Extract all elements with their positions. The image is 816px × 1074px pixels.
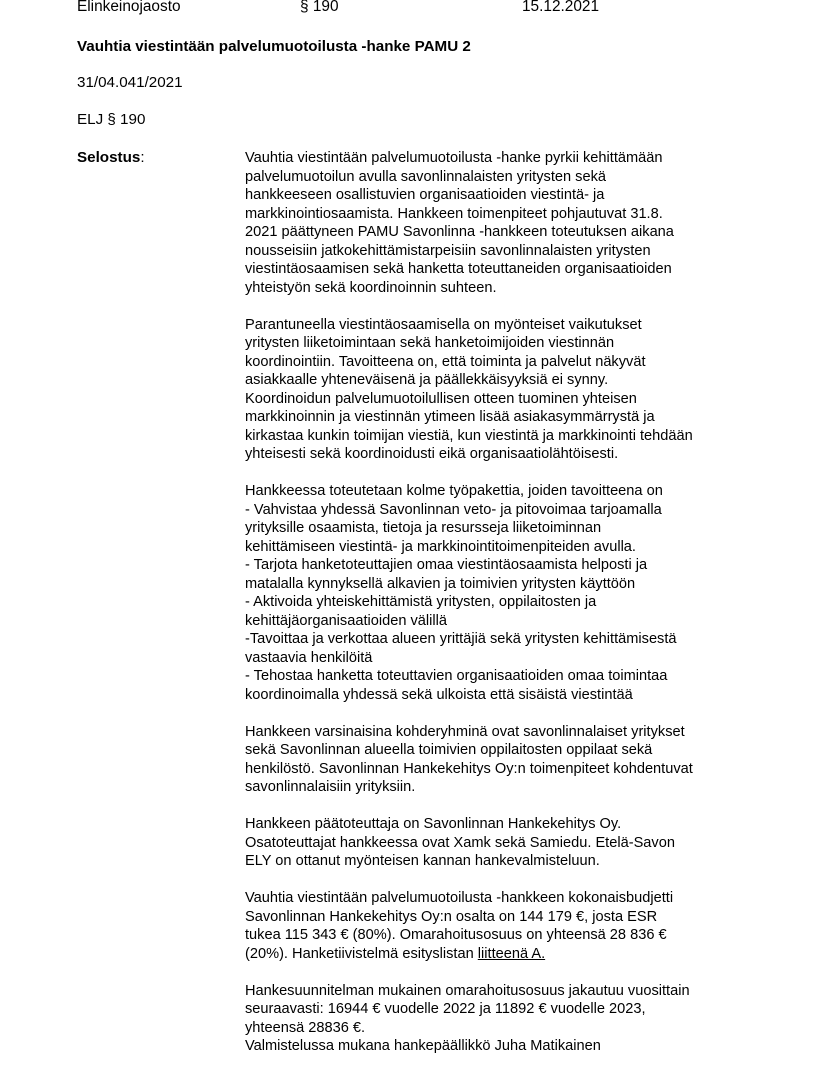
text-line: tukea 115 343 € (80%). Omarahoitusosuus on yhteensä 28 836 € — [245, 927, 667, 943]
selostus-label — [77, 148, 145, 168]
paragraph-project-goal — [245, 149, 805, 297]
attachment-a-link[interactable]: liitteenä A. — [477, 945, 546, 962]
text-line: Osatoteuttajat hankkeessa ovat Xamk sekä Samiedu. Etelä-Savon — [245, 834, 675, 851]
text-line: yritysten liiketoimintaan sekä hanketoimijoiden viestinnän — [245, 335, 615, 351]
text-line: Hankkeen päätoteuttaja on Savonlinnan Hankekehitys Oy. — [245, 816, 622, 832]
list-item: - Vahvistaa yhdessä Savonlinnan veto- ja pitovoimaa tarjoamalla — [245, 501, 662, 518]
text-line: Hankesuunnitelman mukainen omarahoitusosuus jakautuu vuosittain — [245, 982, 690, 999]
paragraph-impacts — [245, 316, 805, 464]
text-line: kehittämiseen viestintä- ja markkinointitoimenpiteiden avulla. — [245, 538, 636, 555]
text-line: matalalla kynnyksellä alkavien ja toimivien yritysten käyttöön — [245, 575, 636, 592]
text-line: palvelumuotoilun avulla savonlinnalaisten yritysten sekä — [245, 168, 606, 185]
header-department: Elinkeinojaosto — [77, 0, 181, 15]
header-date: 15.12.2021 — [522, 0, 600, 15]
paragraph-work-packages — [245, 482, 805, 704]
text-line: Vauhtia viestintään palvelumuotoilusta -hanke pyrkii kehittämään — [245, 150, 663, 166]
text-line: Valmistelussa mukana hankepäällikkö Juha Matikainen — [245, 1038, 601, 1054]
text-line — [245, 945, 805, 964]
text-line: 2021 päättyneen PAMU Savonlinna -hankkeen toteutuksen aikana — [245, 224, 674, 240]
text-line: ELY on ottanut myönteisen kannan hankevalmisteluun. — [245, 853, 600, 869]
text-line: henkilöstö. Savonlinnan Hankekehitys Oy:n toimenpiteet kohdentuvat — [245, 760, 693, 777]
text-line: savonlinnalaisiin yrityksiin. — [245, 779, 416, 795]
selostus-label-text: Selostus — [77, 149, 141, 166]
text-line: asiakkaalle yhteneväisenä ja päällekkäisyyksiä ei synny. — [245, 372, 609, 388]
text-line: kirkastaa kunkin toimijan viestiä, kun viestintä ja markkinointi tehdään — [245, 427, 693, 444]
text-line: Vauhtia viestintään palvelumuotoilusta -hankkeen kokonaisbudjetti — [245, 890, 674, 906]
selostus-label-colon: : — [140, 149, 145, 166]
text-line: sekä Savonlinnan alueella toimivien oppilaitosten oppilaat sekä — [245, 742, 653, 758]
selostus-body — [245, 149, 805, 1074]
document-title: Vauhtia viestintään palvelumuotoilusta -hanke PAMU 2 — [77, 38, 471, 55]
text-line: yhteistyön sekä koordinoinnin suhteen. — [245, 279, 497, 296]
paragraph-target-groups — [245, 723, 805, 797]
text-line: nousseisiin jatkokehittämistarpeisiin savonlinnalaisten yritysten — [245, 242, 651, 259]
text-line: viestintäosaamisen sekä hanketta toteuttaneiden organisaatioiden — [245, 261, 672, 277]
text-line: markkinoinnin ja viestinnän ytimeen lisää asiakasymmärrystä ja — [245, 409, 655, 425]
text-line: yrityksille osaamista, tietoja ja resursseja liiketoiminnan — [245, 520, 602, 536]
text-line: koordinointiin. Tavoitteena on, että toiminta ja palvelut näkyvät — [245, 353, 646, 370]
text-line: Koordinoidun palvelumuotoilullisen otteen tuominen yhteisen — [245, 390, 637, 407]
text-line: Hankkeen varsinaisina kohderyhminä ovat savonlinnalaiset yritykset — [245, 723, 685, 740]
text-line: seuraavasti: 16944 € vuodelle 2022 ja 11892 € vuodelle 2023, — [245, 1001, 646, 1017]
text-line: markkinointiosaamista. Hankkeen toimenpiteet pohjautuvat 31.8. — [245, 205, 663, 222]
paragraph-implementers — [245, 815, 805, 871]
text-line: yhteensä 28836 €. — [245, 1019, 366, 1036]
paragraph-budget — [245, 889, 805, 963]
text-line: koordinoimalla yhdessä sekä ulkoista että sisäistä viestintää — [245, 686, 633, 703]
text-line: hankkeeseen osallistuvien organisaatioiden viestintä- ja — [245, 187, 605, 203]
paragraph-self-financing — [245, 982, 805, 1056]
header-paragraph-number: § 190 — [300, 0, 339, 15]
budget-line-text: (20%). Hanketiivistelmä esityslistan — [245, 945, 478, 962]
diary-number: 31/04.041/2021 — [77, 74, 183, 91]
text-line: vastaavia henkilöitä — [245, 649, 373, 666]
text-line: kehittäjäorganisaatioiden välillä — [245, 612, 448, 629]
text-line: Hankkeessa toteutetaan kolme työpakettia, joiden tavoitteena on — [245, 483, 663, 499]
section-reference: ELJ § 190 — [77, 111, 146, 128]
list-item: -Tavoittaa ja verkottaa alueen yrittäjiä sekä yritysten kehittämisestä — [245, 631, 677, 647]
list-item: - Tehostaa hanketta toteuttavien organisaatioiden omaa toimintaa — [245, 668, 668, 684]
list-item: - Tarjota hanketoteuttajien omaa viestintäosaamista helposti ja — [245, 557, 648, 573]
list-item: - Aktivoida yhteiskehittämistä yritysten, oppilaitosten ja — [245, 594, 597, 610]
text-line: Parantuneella viestintäosaamisella on myönteiset vaikutukset — [245, 316, 642, 333]
text-line: Savonlinnan Hankekehitys Oy:n osalta on 144 179 €, josta ESR — [245, 908, 658, 925]
text-line: yhteisesti sekä koordinoidusti eikä organisaatiolähtöisesti. — [245, 446, 619, 462]
